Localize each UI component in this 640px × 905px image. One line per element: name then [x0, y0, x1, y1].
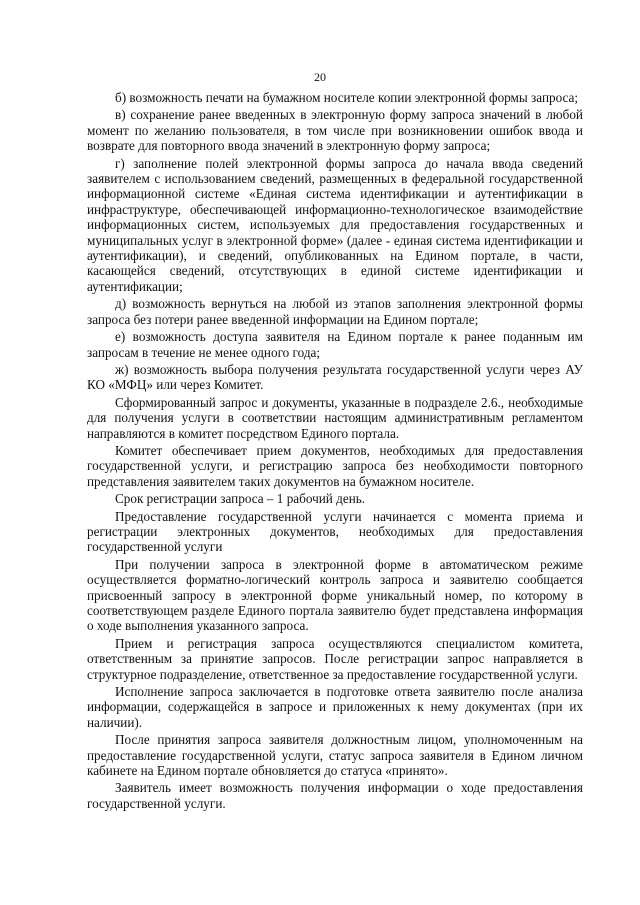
page-number: 20	[314, 70, 326, 84]
paragraph: ж) возможность выбора получения результата государственной услуги через АУ КО «МФЦ» или через Комитет.	[87, 361, 583, 393]
paragraph: После принятия запроса заявителя должностным лицом, уполномоченным на предоставление государственной услуги, статус запроса заявителя в Едином личном кабинете на Едином портале обновляется до статуса «принято».	[87, 732, 583, 779]
document-body	[87, 90, 583, 813]
paragraph: Исполнение запроса заключается в подготовке ответа заявителю после анализа информации, содержащейся в запросе и приложенных к нему документах (при их наличии).	[87, 684, 583, 730]
paragraph: Сформированный запрос и документы, указанные в подразделе 2.6., необходимые для получения услуги в соответствии настоящим административным регламентом направляются в комитет посредством Единого портала.	[87, 394, 583, 441]
paragraph: Заявитель имеет возможность получения информации о ходе предоставления государственной услуги.	[87, 780, 583, 811]
paragraph: Предоставление государственной услуги начинается с момента приема и регистрации электронных документов, необходимых для предоставления государственной услуги	[87, 508, 583, 555]
paragraph: Прием и регистрация запроса осуществляются специалистом комитета, ответственным за принятие запросов. После регистрации запрос направляется в структурное подразделение, ответственное за предоставление государственной услуги.	[87, 635, 583, 682]
paragraph: г) заполнение полей электронной формы запроса до начала ввода сведений заявителем с использованием сведений, размещенных в федеральной государственной информационной системе «Единая система идентификации и аутентификации в инфраструктуре, обеспечивающей информационно-технологическое взаимодействие информационных систем, используемых для предоставления государственных и муниципальных услуг в электронной форме» (далее - единая система идентификации и аутентификации), и сведений, опубликованных на Едином портале, в части, касающейся сведений, отсутствующих в единой системе идентификации и аутентификации;	[87, 155, 583, 294]
paragraph: б) возможность печати на бумажном носителе копии электронной формы запроса;	[115, 90, 579, 105]
paragraph: е) возможность доступа заявителя на Едином портале к ранее поданным им запросам в течение не менее одного года;	[87, 329, 583, 360]
paragraph: д) возможность вернуться на любой из этапов заполнения электронной формы запроса без потери ранее введенной информации на Едином портале;	[87, 296, 583, 327]
paragraph: Срок регистрации запроса – 1 рабочий день.	[115, 491, 366, 507]
paragraph: Комитет обеспечивает прием документов, необходимых для предоставления государственной услуги, и регистрацию запроса без необходимости повторного представления заявителем таких документов на бумажном носителе.	[87, 442, 583, 489]
paragraph: При получении запроса в электронной форме в автоматическом режиме осуществляется форматно-логический контроль запроса и заявителю сообщается присвоенный запросу в электронной форме уникальный номер, по которому в соответствующем разделе Единого портала заявителю будет представлена информация о ходе выполнения указанного запроса.	[87, 556, 583, 634]
paragraph: в) сохранение ранее введенных в электронную форму запроса значений в любой момент по желанию пользователя, в том числе при возникновении ошибок ввода и возврате для повторного ввода значений в электронную форму запроса;	[87, 107, 583, 154]
